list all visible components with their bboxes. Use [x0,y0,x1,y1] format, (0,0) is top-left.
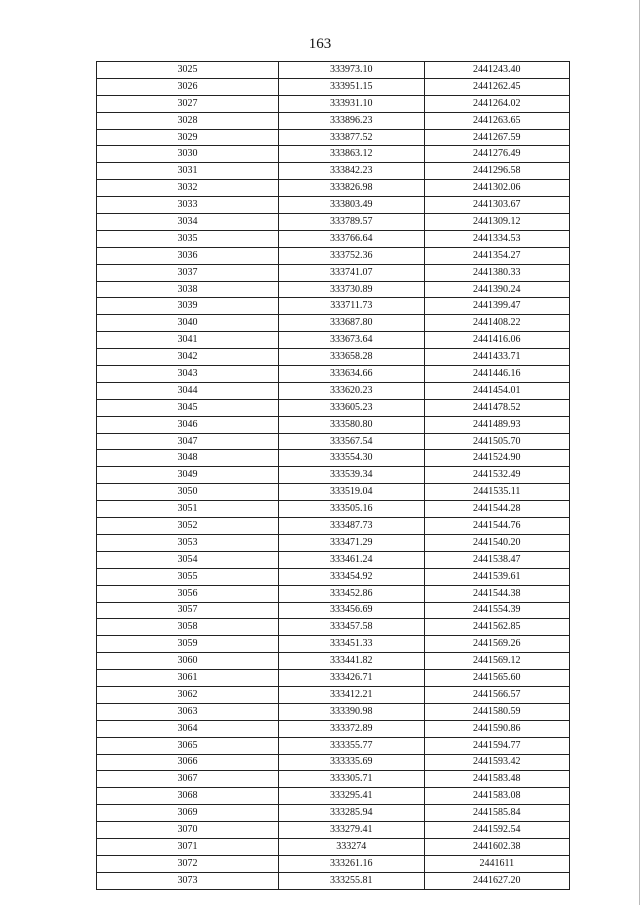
point-number-cell: 3057 [97,602,279,619]
x-coordinate-cell: 333711.73 [279,298,424,315]
point-number-cell: 3031 [97,163,279,180]
x-coordinate-cell: 333620.23 [279,382,424,399]
x-coordinate-cell: 333951.15 [279,78,424,95]
x-coordinate-cell: 333456.69 [279,602,424,619]
table-row [97,214,570,231]
y-coordinate-cell: 2441505.70 [424,433,569,450]
point-number-cell: 3044 [97,382,279,399]
y-coordinate-cell: 2441524.90 [424,450,569,467]
table-row [97,686,570,703]
y-coordinate-cell: 2441538.47 [424,551,569,568]
y-coordinate-cell: 2441303.67 [424,197,569,214]
y-coordinate-cell: 2441539.61 [424,568,569,585]
table-row [97,585,570,602]
table-row [97,163,570,180]
table-row [97,805,570,822]
table-row [97,467,570,484]
y-coordinate-cell: 2441554.39 [424,602,569,619]
y-coordinate-cell: 2441544.28 [424,501,569,518]
y-coordinate-cell: 2441276.49 [424,146,569,163]
x-coordinate-cell: 333766.64 [279,230,424,247]
table-row [97,62,570,79]
y-coordinate-cell: 2441583.08 [424,788,569,805]
x-coordinate-cell: 333931.10 [279,95,424,112]
x-coordinate-cell: 333789.57 [279,214,424,231]
x-coordinate-cell: 333274 [279,838,424,855]
y-coordinate-cell: 2441540.20 [424,534,569,551]
y-coordinate-cell: 2441583.48 [424,771,569,788]
coordinate-table [96,61,570,890]
point-number-cell: 3029 [97,129,279,146]
y-coordinate-cell: 2441592.54 [424,822,569,839]
x-coordinate-cell: 333973.10 [279,62,424,79]
x-coordinate-cell: 333580.80 [279,416,424,433]
x-coordinate-cell: 333487.73 [279,518,424,535]
point-number-cell: 3072 [97,855,279,872]
y-coordinate-cell: 2441408.22 [424,315,569,332]
table-row [97,838,570,855]
table-row [97,518,570,535]
point-number-cell: 3067 [97,771,279,788]
table-row [97,872,570,889]
x-coordinate-cell: 333505.16 [279,501,424,518]
table-row [97,298,570,315]
point-number-cell: 3032 [97,180,279,197]
x-coordinate-cell: 333426.71 [279,670,424,687]
y-coordinate-cell: 2441566.57 [424,686,569,703]
x-coordinate-cell: 333457.58 [279,619,424,636]
y-coordinate-cell: 2441594.77 [424,737,569,754]
x-coordinate-cell: 333285.94 [279,805,424,822]
x-coordinate-cell: 333295.41 [279,788,424,805]
y-coordinate-cell: 2441602.38 [424,838,569,855]
point-number-cell: 3051 [97,501,279,518]
x-coordinate-cell: 333255.81 [279,872,424,889]
y-coordinate-cell: 2441611 [424,855,569,872]
point-number-cell: 3043 [97,366,279,383]
point-number-cell: 3052 [97,518,279,535]
table-row [97,450,570,467]
point-number-cell: 3033 [97,197,279,214]
x-coordinate-cell: 333279.41 [279,822,424,839]
table-row [97,332,570,349]
x-coordinate-cell: 333451.33 [279,636,424,653]
point-number-cell: 3065 [97,737,279,754]
x-coordinate-cell: 333896.23 [279,112,424,129]
table-row [97,264,570,281]
y-coordinate-cell: 2441262.45 [424,78,569,95]
table-row [97,197,570,214]
table-row [97,382,570,399]
x-coordinate-cell: 333452.86 [279,585,424,602]
table-row [97,788,570,805]
point-number-cell: 3066 [97,754,279,771]
table-row [97,670,570,687]
y-coordinate-cell: 2441544.76 [424,518,569,535]
table-row [97,399,570,416]
point-number-cell: 3056 [97,585,279,602]
table-row [97,703,570,720]
x-coordinate-cell: 333658.28 [279,349,424,366]
x-coordinate-cell: 333752.36 [279,247,424,264]
y-coordinate-cell: 2441264.02 [424,95,569,112]
table-row [97,551,570,568]
table-row [97,230,570,247]
point-number-cell: 3068 [97,788,279,805]
table-body [97,62,570,890]
point-number-cell: 3041 [97,332,279,349]
table-row [97,501,570,518]
y-coordinate-cell: 2441580.59 [424,703,569,720]
table-row [97,720,570,737]
table-row [97,636,570,653]
x-coordinate-cell: 333803.49 [279,197,424,214]
y-coordinate-cell: 2441593.42 [424,754,569,771]
table-row [97,247,570,264]
point-number-cell: 3027 [97,95,279,112]
point-number-cell: 3035 [97,230,279,247]
point-number-cell: 3028 [97,112,279,129]
x-coordinate-cell: 333634.66 [279,366,424,383]
table-row [97,737,570,754]
point-number-cell: 3046 [97,416,279,433]
point-number-cell: 3054 [97,551,279,568]
y-coordinate-cell: 2441585.84 [424,805,569,822]
point-number-cell: 3042 [97,349,279,366]
y-coordinate-cell: 2441334.53 [424,230,569,247]
y-coordinate-cell: 2441302.06 [424,180,569,197]
table-row [97,568,570,585]
point-number-cell: 3071 [97,838,279,855]
table-row [97,78,570,95]
table-row [97,95,570,112]
x-coordinate-cell: 333687.80 [279,315,424,332]
x-coordinate-cell: 333471.29 [279,534,424,551]
point-number-cell: 3034 [97,214,279,231]
y-coordinate-cell: 2441296.58 [424,163,569,180]
y-coordinate-cell: 2441478.52 [424,399,569,416]
table-row [97,534,570,551]
x-coordinate-cell: 333539.34 [279,467,424,484]
x-coordinate-cell: 333372.89 [279,720,424,737]
x-coordinate-cell: 333673.64 [279,332,424,349]
x-coordinate-cell: 333305.71 [279,771,424,788]
point-number-cell: 3061 [97,670,279,687]
point-number-cell: 3040 [97,315,279,332]
table-row [97,484,570,501]
x-coordinate-cell: 333461.24 [279,551,424,568]
y-coordinate-cell: 2441565.60 [424,670,569,687]
table-row [97,281,570,298]
y-coordinate-cell: 2441454.01 [424,382,569,399]
point-number-cell: 3047 [97,433,279,450]
y-coordinate-cell: 2441433.71 [424,349,569,366]
x-coordinate-cell: 333826.98 [279,180,424,197]
y-coordinate-cell: 2441569.12 [424,653,569,670]
table-row [97,433,570,450]
x-coordinate-cell: 333355.77 [279,737,424,754]
point-number-cell: 3025 [97,62,279,79]
point-number-cell: 3069 [97,805,279,822]
y-coordinate-cell: 2441562.85 [424,619,569,636]
x-coordinate-cell: 333519.04 [279,484,424,501]
y-coordinate-cell: 2441243.40 [424,62,569,79]
y-coordinate-cell: 2441627.20 [424,872,569,889]
point-number-cell: 3049 [97,467,279,484]
y-coordinate-cell: 2441380.33 [424,264,569,281]
x-coordinate-cell: 333261.16 [279,855,424,872]
table-row [97,146,570,163]
point-number-cell: 3030 [97,146,279,163]
x-coordinate-cell: 333335.69 [279,754,424,771]
y-coordinate-cell: 2441399.47 [424,298,569,315]
point-number-cell: 3062 [97,686,279,703]
point-number-cell: 3059 [97,636,279,653]
point-number-cell: 3039 [97,298,279,315]
y-coordinate-cell: 2441416.06 [424,332,569,349]
table-row [97,602,570,619]
point-number-cell: 3064 [97,720,279,737]
point-number-cell: 3037 [97,264,279,281]
point-number-cell: 3060 [97,653,279,670]
table-row [97,771,570,788]
y-coordinate-cell: 2441263.65 [424,112,569,129]
x-coordinate-cell: 333441.82 [279,653,424,670]
point-number-cell: 3026 [97,78,279,95]
point-number-cell: 3070 [97,822,279,839]
table-row [97,619,570,636]
y-coordinate-cell: 2441532.49 [424,467,569,484]
table-row [97,349,570,366]
y-coordinate-cell: 2441354.27 [424,247,569,264]
table-row [97,129,570,146]
x-coordinate-cell: 333412.21 [279,686,424,703]
x-coordinate-cell: 333454.92 [279,568,424,585]
x-coordinate-cell: 333863.12 [279,146,424,163]
y-coordinate-cell: 2441590.86 [424,720,569,737]
x-coordinate-cell: 333842.23 [279,163,424,180]
y-coordinate-cell: 2441390.24 [424,281,569,298]
y-coordinate-cell: 2441569.26 [424,636,569,653]
x-coordinate-cell: 333605.23 [279,399,424,416]
x-coordinate-cell: 333390.98 [279,703,424,720]
x-coordinate-cell: 333741.07 [279,264,424,281]
point-number-cell: 3036 [97,247,279,264]
y-coordinate-cell: 2441544.38 [424,585,569,602]
point-number-cell: 3063 [97,703,279,720]
x-coordinate-cell: 333877.52 [279,129,424,146]
table-row [97,855,570,872]
point-number-cell: 3053 [97,534,279,551]
point-number-cell: 3058 [97,619,279,636]
table-row [97,822,570,839]
y-coordinate-cell: 2441267.59 [424,129,569,146]
x-coordinate-cell: 333554.30 [279,450,424,467]
point-number-cell: 3073 [97,872,279,889]
x-coordinate-cell: 333567.54 [279,433,424,450]
table-row [97,315,570,332]
table-row [97,180,570,197]
table-row [97,416,570,433]
y-coordinate-cell: 2441446.16 [424,366,569,383]
table-row [97,653,570,670]
y-coordinate-cell: 2441309.12 [424,214,569,231]
y-coordinate-cell: 2441489.93 [424,416,569,433]
x-coordinate-cell: 333730.89 [279,281,424,298]
point-number-cell: 3038 [97,281,279,298]
table-row [97,366,570,383]
point-number-cell: 3055 [97,568,279,585]
table-row [97,754,570,771]
point-number-cell: 3045 [97,399,279,416]
y-coordinate-cell: 2441535.11 [424,484,569,501]
point-number-cell: 3050 [97,484,279,501]
page-number: 163 [308,36,332,52]
point-number-cell: 3048 [97,450,279,467]
table-row [97,112,570,129]
